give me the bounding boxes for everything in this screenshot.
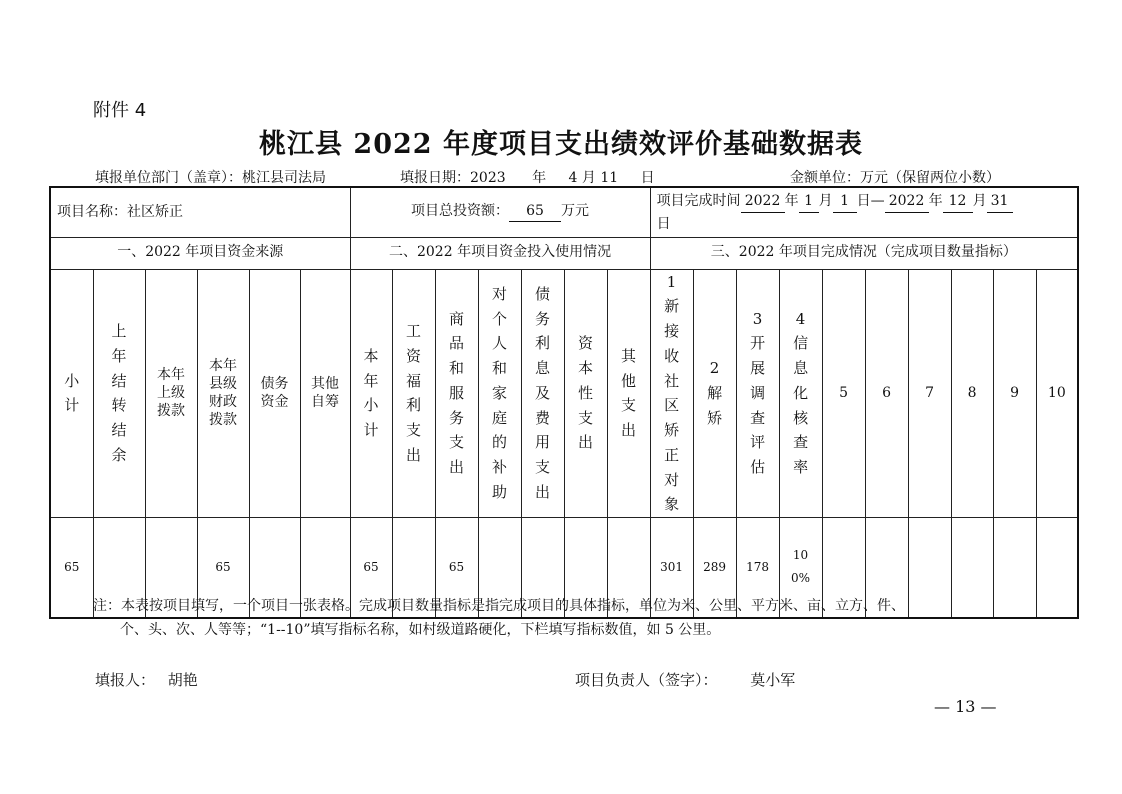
start-month-unit: 月: [818, 192, 833, 209]
end-month: 12: [943, 190, 973, 213]
header-cell: [93, 269, 145, 518]
amount-unit: 金额单位：万元（保留两位小数）: [790, 170, 1000, 186]
end-day-unit: 日: [656, 215, 671, 232]
header-cell: [865, 269, 908, 518]
header-cell: [822, 269, 865, 518]
header-cell: [145, 269, 197, 518]
header-cell: [951, 269, 993, 518]
value-label: 100%: [791, 548, 811, 586]
header-label: 对个人和家庭的补助: [492, 284, 508, 501]
report-date-day: 11: [600, 170, 619, 186]
report-date-month: 4: [568, 170, 578, 186]
report-date-year: 2023: [470, 170, 506, 186]
footnote-line-2: 个、头、次、人等等；“1--10”填写指标名称，如村级道路硬化，下栏填写指标数值，如 5 公里。: [120, 622, 721, 638]
end-day: 31: [987, 190, 1013, 213]
header-label: 4信息化核查率: [793, 309, 809, 477]
header-cell: [50, 269, 93, 518]
header-label: 小计: [64, 371, 80, 415]
header-cell: [693, 269, 736, 518]
start-month: 1: [799, 190, 819, 213]
end-year-unit: 年: [928, 192, 943, 209]
end-year: 2022: [885, 190, 929, 213]
header-cell: [435, 269, 478, 518]
header-cell: [249, 269, 300, 518]
header-label: 8: [967, 384, 977, 401]
header-label: 商品和服务支出: [449, 309, 465, 477]
filler-name: 胡艳: [167, 671, 198, 689]
header-cell: [908, 269, 951, 518]
page-number: — 13 —: [934, 697, 997, 716]
filler-signature: [95, 669, 198, 690]
footnote-line-1: 注：本表按项目填写，一个项目一张表格。完成项目数量指标是指完成项目的具体指标，单位为米、公里、平方米、亩、立方、件、: [93, 598, 905, 614]
header-label: 资本性支出: [578, 334, 594, 452]
start-year: 2022: [741, 190, 785, 213]
header-cell: [607, 269, 650, 518]
header-label: 6: [882, 384, 892, 401]
header-label: 上年结转结余: [111, 322, 127, 464]
reporting-unit: 填报单位部门（盖章）：桃江县司法局: [95, 170, 326, 186]
section-completion: 三、2022 年项目完成情况（完成项目数量指标）: [650, 237, 1078, 269]
header-cell: [736, 269, 779, 518]
report-date-year-unit: 年: [532, 170, 547, 186]
header-label: 7: [925, 384, 935, 401]
header-cell: [650, 269, 693, 518]
start-day: 1: [833, 190, 857, 213]
report-date-month-unit: 月: [581, 170, 596, 186]
value-cell: 65: [50, 518, 93, 618]
range-dash: —: [870, 192, 885, 209]
header-cell: [779, 269, 822, 518]
performance-data-table: [49, 186, 1079, 619]
header-label: 债务利息及费用支出: [535, 284, 551, 501]
header-label: 本年县级财政拨款: [209, 357, 237, 429]
end-month-unit: 月: [972, 192, 987, 209]
header-label: 本年小计: [363, 346, 379, 439]
value-cell: 178: [736, 518, 779, 618]
header-label: 本年上级拨款: [157, 366, 185, 420]
footnote: [93, 594, 1033, 642]
header-cell: [197, 269, 249, 518]
header-label: 1新接收社区矫正对象: [664, 272, 680, 514]
completion-time-label: 项目完成时间: [656, 192, 741, 209]
project-investment: [350, 187, 650, 237]
header-label: 其他自筹: [311, 375, 339, 411]
value-cell: 65: [435, 518, 478, 618]
project-completion-time: [650, 187, 1078, 237]
header-label: 其他支出: [621, 346, 637, 439]
leader-signature: [575, 669, 795, 690]
header-cell: [478, 269, 521, 518]
leader-name: 莫小军: [750, 671, 796, 689]
value-cell: 289: [693, 518, 736, 618]
attachment-label: 附件 4: [93, 100, 147, 121]
report-date-day-unit: 日: [640, 170, 655, 186]
header-label: 工资福利支出: [406, 322, 422, 464]
value-cell: 65: [350, 518, 392, 618]
value-cell: [1036, 518, 1078, 618]
section-usage: 二、2022 年项目资金投入使用情况: [350, 237, 650, 269]
project-investment-unit: 万元: [561, 203, 590, 219]
start-day-unit: 日: [856, 192, 871, 209]
header-cell: [564, 269, 607, 518]
header-cell: [350, 269, 392, 518]
header-label: 9: [1010, 384, 1020, 401]
filler-label: 填报人：: [95, 671, 156, 689]
start-year-unit: 年: [784, 192, 799, 209]
header-cell: [300, 269, 350, 518]
header-cell: [392, 269, 435, 518]
value-cell: 301: [650, 518, 693, 618]
header-label: 10: [1047, 384, 1066, 401]
value-cell: 65: [197, 518, 249, 618]
header-cell: [1036, 269, 1078, 518]
header-label: 债务资金: [260, 375, 289, 411]
section-source: 一、2022 年项目资金来源: [50, 237, 350, 269]
project-name: 项目名称：社区矫正: [50, 187, 350, 237]
project-investment-label: 项目总投资额：: [411, 203, 510, 219]
header-label: 3开展调查评估: [750, 309, 766, 477]
header-cell: [521, 269, 564, 518]
header-cell: [993, 269, 1036, 518]
project-investment-value: 65: [509, 203, 561, 222]
page-title: 桃江县 2022 年度项目支出绩效评价基础数据表: [259, 129, 863, 160]
header-label: 5: [839, 384, 849, 401]
header-label: 2解矫: [707, 359, 723, 427]
report-date: [400, 167, 655, 187]
leader-label: 项目负责人（签字）：: [575, 671, 718, 689]
report-date-label: 填报日期：: [400, 170, 470, 186]
